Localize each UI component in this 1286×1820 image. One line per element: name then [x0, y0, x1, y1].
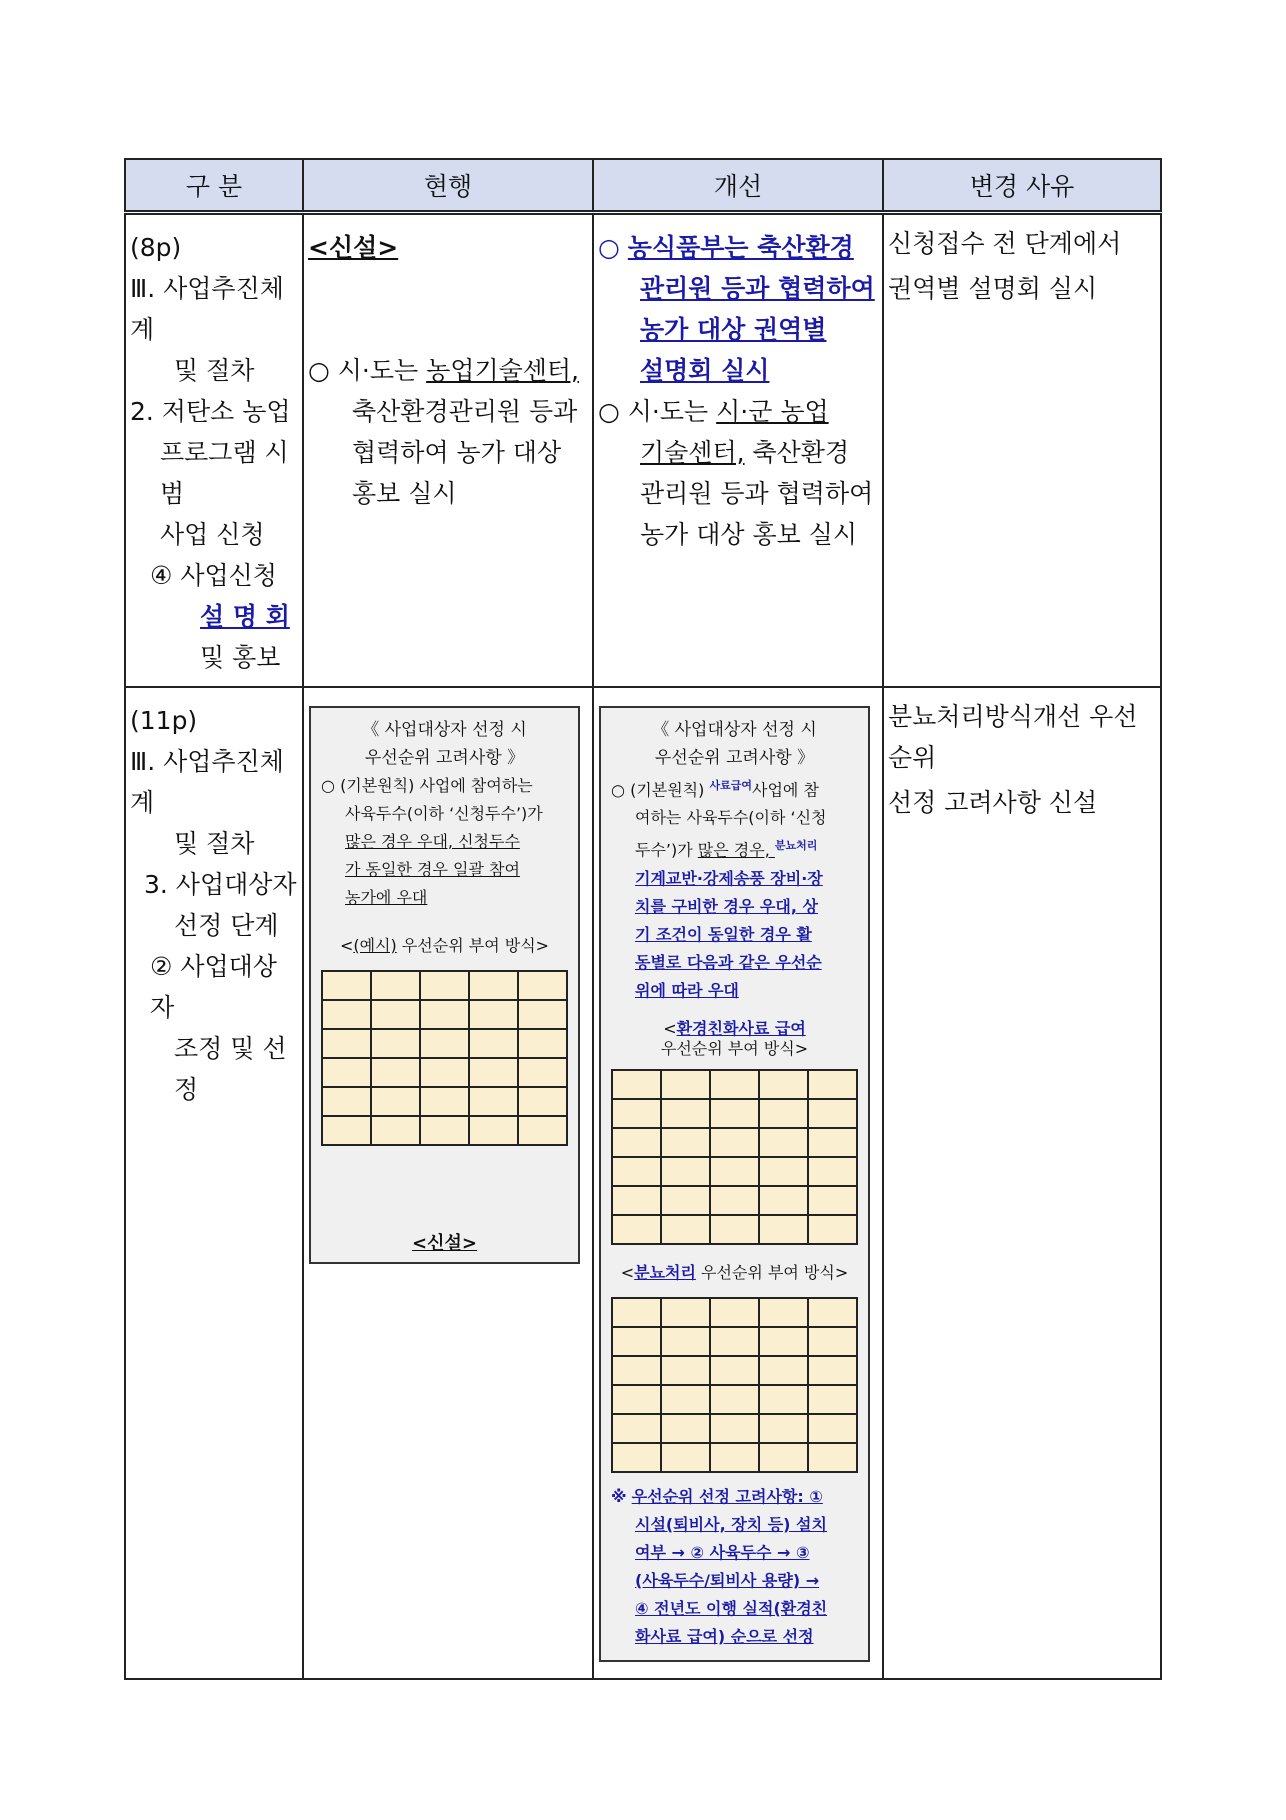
method-label: < — [620, 1262, 635, 1282]
improved-text: 축산환경 — [744, 438, 850, 467]
new-tag: <신설> — [412, 1233, 477, 1254]
section-line: 3. 사업대상자 — [144, 870, 297, 899]
row2-reason-cell — [883, 687, 1161, 1679]
section-line: 2. 저탄소 농업 — [130, 397, 291, 426]
bullet: ○ — [598, 397, 620, 426]
improved-text: 농식품부는 축산환경 — [627, 233, 854, 262]
box-title: 《 사업대상자 선정 시 — [362, 720, 527, 740]
section-line: 및 절차 — [174, 356, 255, 385]
box-text: 여하는 사육두수(이하 ‘신청 — [635, 808, 827, 828]
section-page: (11p) — [130, 706, 198, 735]
comparison-table — [124, 158, 1162, 1680]
improved-text: 시·도는 — [627, 397, 717, 426]
bullet: ○ — [308, 356, 330, 385]
note-text: 여부 → ② 사육두수 → ③ — [635, 1542, 810, 1562]
box-text-highlight: 기계교반·강제송풍 장비·장 — [635, 868, 823, 888]
box-text-underlined: 많은 경우 우대, 신청두수 — [345, 832, 520, 851]
method-label: < — [663, 1018, 677, 1038]
row2-current-cell — [303, 687, 593, 1679]
box-text-underlined: 많은 경우, — [697, 840, 775, 860]
priority-grid — [321, 970, 568, 1146]
current-text: 시·도는 — [337, 356, 427, 385]
section-line: ② 사업대상자 — [150, 952, 277, 1022]
current-text: 홍보 실시 — [352, 479, 457, 508]
section-line: 및 홍보 — [200, 643, 281, 672]
improved-priority-box — [599, 706, 870, 1662]
improved-text: 설명회 실시 — [640, 356, 770, 385]
improved-text-underlined: 기술센터, — [640, 438, 745, 467]
box-text-underlined: 농가에 우대 — [345, 888, 428, 907]
reason-text: 분뇨처리방식개선 우선순위 — [888, 702, 1138, 772]
note-text: ④ 전년도 이행 실적(환경친 — [635, 1598, 828, 1618]
priority-grid — [611, 1069, 858, 1245]
section-line: Ⅲ. 사업추진체계 — [130, 747, 284, 817]
bullet: ○ — [321, 776, 335, 795]
section-line: 및 절차 — [174, 829, 255, 858]
header-improved: 개선 — [593, 159, 883, 213]
reason-text: 선정 고려사항 신설 — [888, 788, 1098, 817]
row1-section-cell — [125, 213, 303, 688]
improved-text-underlined: 시·군 농업 — [716, 397, 829, 426]
method-label: 우선순위 부여 방식> — [660, 1038, 809, 1058]
box-title: 우선순위 고려사항 》 — [364, 748, 525, 768]
current-text: 협력하여 농가 대상 — [352, 438, 562, 467]
section-line: 사업 신청 — [160, 520, 265, 549]
reason-text: 신청접수 전 단계에서 — [888, 229, 1122, 258]
improved-text: 농가 대상 권역별 — [640, 315, 827, 344]
box-text: 두수’)가 — [635, 840, 698, 860]
section-line: 선정 단계 — [174, 911, 279, 940]
header-row — [125, 159, 1161, 213]
method-label-underlined: (예시) — [353, 936, 397, 955]
section-line: 조정 및 선정 — [174, 1034, 287, 1104]
box-text-underlined: 가 동일한 경우 일괄 참여 — [345, 860, 520, 879]
box-title: 우선순위 고려사항 》 — [654, 748, 815, 768]
row1-current-cell — [303, 213, 593, 688]
header-category: 구 분 — [125, 159, 303, 213]
current-text: 축산환경관리원 등과 — [352, 397, 578, 426]
priority-grid — [611, 1297, 858, 1473]
section-line: Ⅲ. 사업추진체계 — [130, 274, 284, 344]
section-line: 프로그램 시범 — [160, 438, 289, 508]
note-text: (사육두수/퇴비사 용량) → — [635, 1570, 820, 1590]
note-text: 우선순위 선정 고려사항: ① — [631, 1486, 823, 1506]
method-label-highlight: 분뇨처리 — [634, 1262, 696, 1282]
table-row — [125, 213, 1161, 688]
row1-reason-cell — [883, 213, 1161, 688]
new-tag: <신설> — [308, 233, 399, 262]
current-priority-box — [309, 706, 580, 1264]
improved-text: 관리원 등과 협력하여 — [640, 274, 875, 303]
table-row — [125, 687, 1161, 1679]
method-label: < — [339, 936, 354, 955]
box-text: 사육두수(이하 ‘신청두수’)가 — [345, 804, 543, 823]
section-page: (8p) — [130, 233, 182, 262]
header-current: 현행 — [303, 159, 593, 213]
method-label: 우선순위 부여 방식> — [695, 1262, 849, 1282]
note-mark: ※ — [611, 1486, 627, 1506]
box-title: 《 사업대상자 선정 시 — [652, 720, 817, 740]
box-text-highlight: 기 조건이 동일한 경우 활 — [635, 924, 812, 944]
current-text-underlined: 농업기술센터, — [426, 356, 579, 385]
box-text: (기본원칙) 사업에 참여하는 — [340, 776, 533, 795]
row2-improved-cell — [593, 687, 883, 1679]
header-reason: 변경 사유 — [883, 159, 1161, 213]
method-label-highlight: 환경친화사료 급여 — [676, 1018, 806, 1038]
box-text: 사업에 참 — [751, 780, 819, 800]
note-text: 화사료 급여) 순으로 선정 — [635, 1626, 814, 1646]
box-text-sup: 사료급여 — [709, 779, 752, 792]
box-text-highlight: 위에 따라 우대 — [635, 980, 739, 1000]
row1-improved-cell — [593, 213, 883, 688]
box-text-highlight: 동별로 다음과 같은 우선순 — [635, 952, 822, 972]
row2-section-cell — [125, 687, 303, 1679]
section-line-highlight: 설 명 회 — [200, 602, 290, 631]
improved-text: 관리원 등과 협력하여 — [640, 479, 874, 508]
box-text-highlight: 치를 구비한 경우 우대, 상 — [635, 896, 818, 916]
improved-text: 농가 대상 홍보 실시 — [640, 520, 858, 549]
reason-text: 권역별 설명회 실시 — [888, 274, 1098, 303]
section-line: ④ 사업신청 — [150, 561, 277, 590]
bullet: ○ — [598, 233, 620, 262]
box-text: (기본원칙) — [630, 780, 710, 800]
bullet: ○ — [611, 780, 625, 800]
method-label: 우선순위 부여 방식> — [396, 936, 550, 955]
note-text: 시설(퇴비사, 장치 등) 설치 — [635, 1514, 827, 1534]
box-text-sup: 분뇨처리 — [774, 839, 818, 853]
